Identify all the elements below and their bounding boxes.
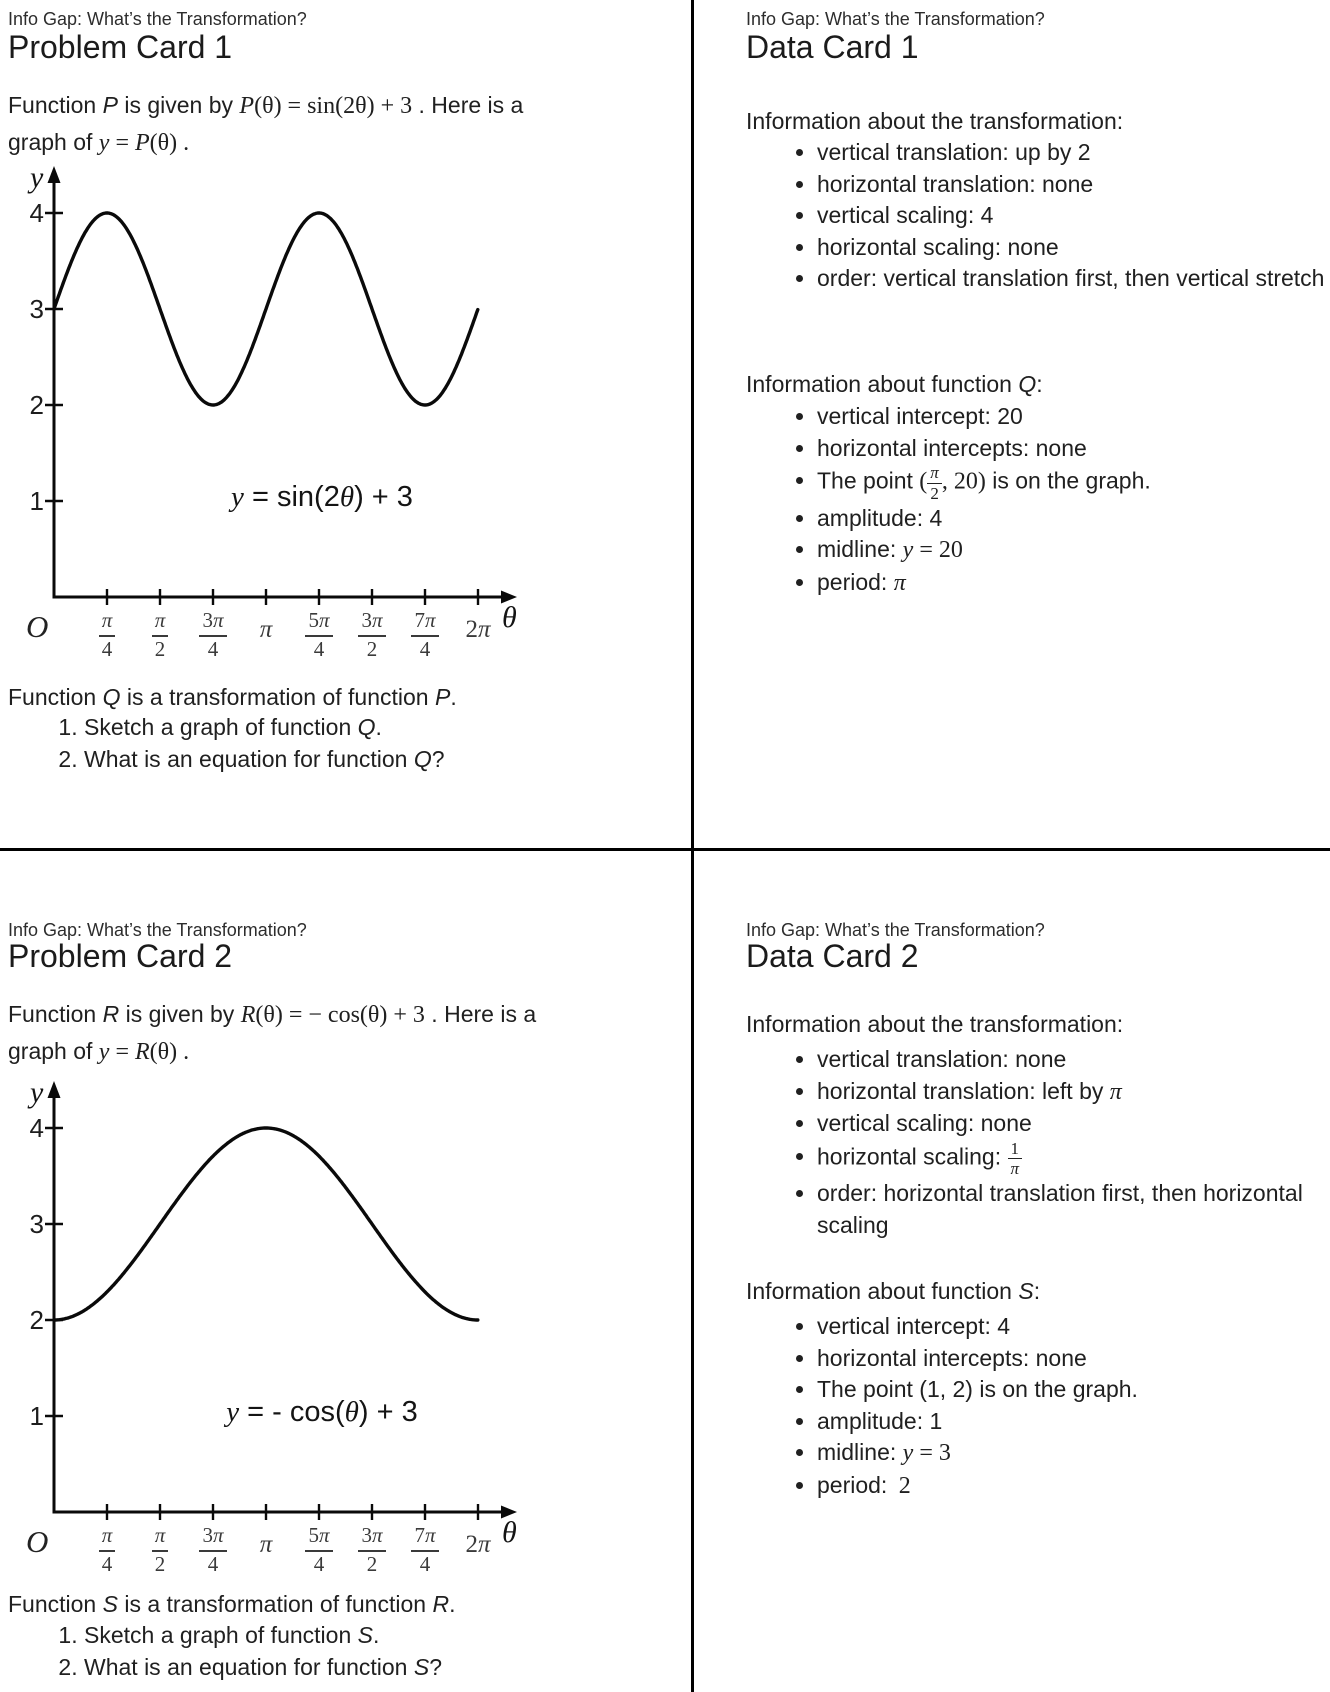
list-item: • midline: y = 3 [817,1437,1329,1470]
list-item: • horizontal translation: none [817,169,1329,201]
card-kicker: Info Gap: What’s the Transformation? [746,920,1045,940]
task-list [8,1620,684,1683]
y-tick-label: 2 [29,390,44,420]
origin-label: O [26,609,49,644]
x-axis-label: θ [502,1516,517,1549]
x-tick-label: 2π [465,616,491,643]
list-item: • period: π [817,567,1329,600]
fraction: $\frac{3\pi}{4}$ [199,609,226,661]
transformation-statement: Function S is a transformation of function R. [8,1591,456,1617]
data-card-1 [692,0,1330,848]
fraction: $\frac{\pi}{2}$ [152,609,169,661]
y-tick-label: 2 [29,1305,44,1335]
fraction: $\frac{5\pi}{4}$ [305,609,332,661]
list-item: • order: horizontal translation first, then horizontal scaling [817,1178,1329,1241]
list-item: • vertical intercept: 4 [817,1311,1329,1343]
list-item: • amplitude: 1 [817,1406,1329,1438]
card-title: Data Card 2 [746,938,919,974]
list-item: • vertical translation: none [817,1044,1329,1076]
list-item: • vertical translation: up by 2 [817,137,1329,169]
transformation-info-heading: Information about the transformation: [746,108,1124,134]
task-list [8,712,684,775]
intro-line-1: Function P is given by P(θ) = sin(2θ) + 3 . Here is a [8,92,524,119]
fraction: $\frac{5\pi}{4}$ [305,1524,332,1576]
list-item: 2. What is an equation for function Q? [84,744,684,776]
card-kicker: Info Gap: What’s the Transformation? [8,9,307,29]
list-item: • horizontal scaling: none [817,232,1329,264]
list-item: 2. What is an equation for function S? [84,1652,684,1684]
y-axis-label: y [30,1076,44,1109]
x-tick-label: π [259,1531,273,1558]
card-kicker: Info Gap: What’s the Transformation? [8,920,307,940]
card-title: Problem Card 1 [8,29,233,65]
function-info-heading: Information about function S: [746,1278,1041,1304]
intro-line-2: graph of y = R(θ) . [8,1038,190,1065]
data-card-2 [692,848,1330,1692]
list-item: • period: 2 [817,1470,1329,1503]
graph-function-p [24,161,524,661]
list-item: • vertical intercept: 20 [817,401,1329,433]
list-item: • horizontal scaling: $\frac{1}{\pi}$ [817,1140,1329,1179]
list-item: • vertical scaling: 4 [817,200,1329,232]
fraction: $\frac{7\pi}{4}$ [411,609,438,661]
fraction: $\frac{7\pi}{4}$ [411,1524,438,1576]
fraction: $\frac{3\pi}{4}$ [199,1524,226,1576]
fraction: $\frac{\pi}{2}$ [927,464,942,503]
problem-card-2 [0,848,692,1692]
fraction: $\frac{\pi}{4}$ [99,1524,116,1576]
transformation-info-list [746,137,1329,295]
function-info-heading: Information about function Q: [746,371,1043,397]
y-axis-label: y [30,161,44,194]
list-item: • order: vertical translation first, then vertical stretch [817,263,1329,295]
list-item: • horizontal intercepts: none [817,1343,1329,1375]
fraction: $\frac{3\pi}{2}$ [358,1524,385,1576]
equation-label: y = - cos(θ) + 3 [226,1396,418,1428]
list-item: • amplitude: 4 [817,503,1329,535]
origin-label: O [26,1524,49,1559]
intro-line-1: Function R is given by R(θ) = − cos(θ) + 3 . Here is a [8,1001,537,1028]
list-item: • The point ( $\frac{\pi}{2}$ , 20) is on the graph. [817,464,1329,503]
function-info-list [746,401,1329,599]
x-tick-label: π [259,616,273,643]
transformation-info-list [746,1044,1329,1241]
y-tick-label: 4 [29,1113,44,1143]
graph-function-r [24,1076,524,1576]
function-info-list [746,1311,1329,1502]
list-item: • horizontal intercepts: none [817,433,1329,465]
card-kicker: Info Gap: What’s the Transformation? [746,9,1045,29]
list-item: • vertical scaling: none [817,1108,1329,1140]
y-tick-label: 1 [29,486,44,516]
list-item: • midline: y = 20 [817,534,1329,567]
list-item: 1. Sketch a graph of function S. [84,1620,684,1652]
transformation-statement: Function Q is a transformation of function P. [8,684,457,710]
card-title: Problem Card 2 [8,938,233,974]
list-item: 1. Sketch a graph of function Q. [84,712,684,744]
y-tick-label: 3 [29,294,44,324]
problem-card-1 [0,0,692,848]
x-axis-label: θ [502,601,517,634]
y-tick-label: 4 [29,198,44,228]
fraction: $\frac{\pi}{4}$ [99,609,116,661]
transformation-info-heading: Information about the transformation: [746,1011,1124,1037]
fraction: $\frac{\pi}{2}$ [152,1524,169,1576]
x-tick-label: 2π [465,1531,491,1558]
fraction: $\frac{1}{\pi}$ [1008,1140,1023,1179]
list-item: • horizontal translation: left by π [817,1076,1329,1109]
equation-label: y = sin(2θ) + 3 [231,481,413,513]
list-item: • The point (1, 2) is on the graph. [817,1374,1329,1406]
y-tick-label: 3 [29,1209,44,1239]
intro-line-2: graph of y = P(θ) . [8,129,190,156]
chart-canvas [24,1078,524,1570]
card-title: Data Card 1 [746,29,919,65]
chart-canvas [24,163,524,655]
fraction: $\frac{3\pi}{2}$ [358,609,385,661]
y-tick-label: 1 [29,1401,44,1431]
